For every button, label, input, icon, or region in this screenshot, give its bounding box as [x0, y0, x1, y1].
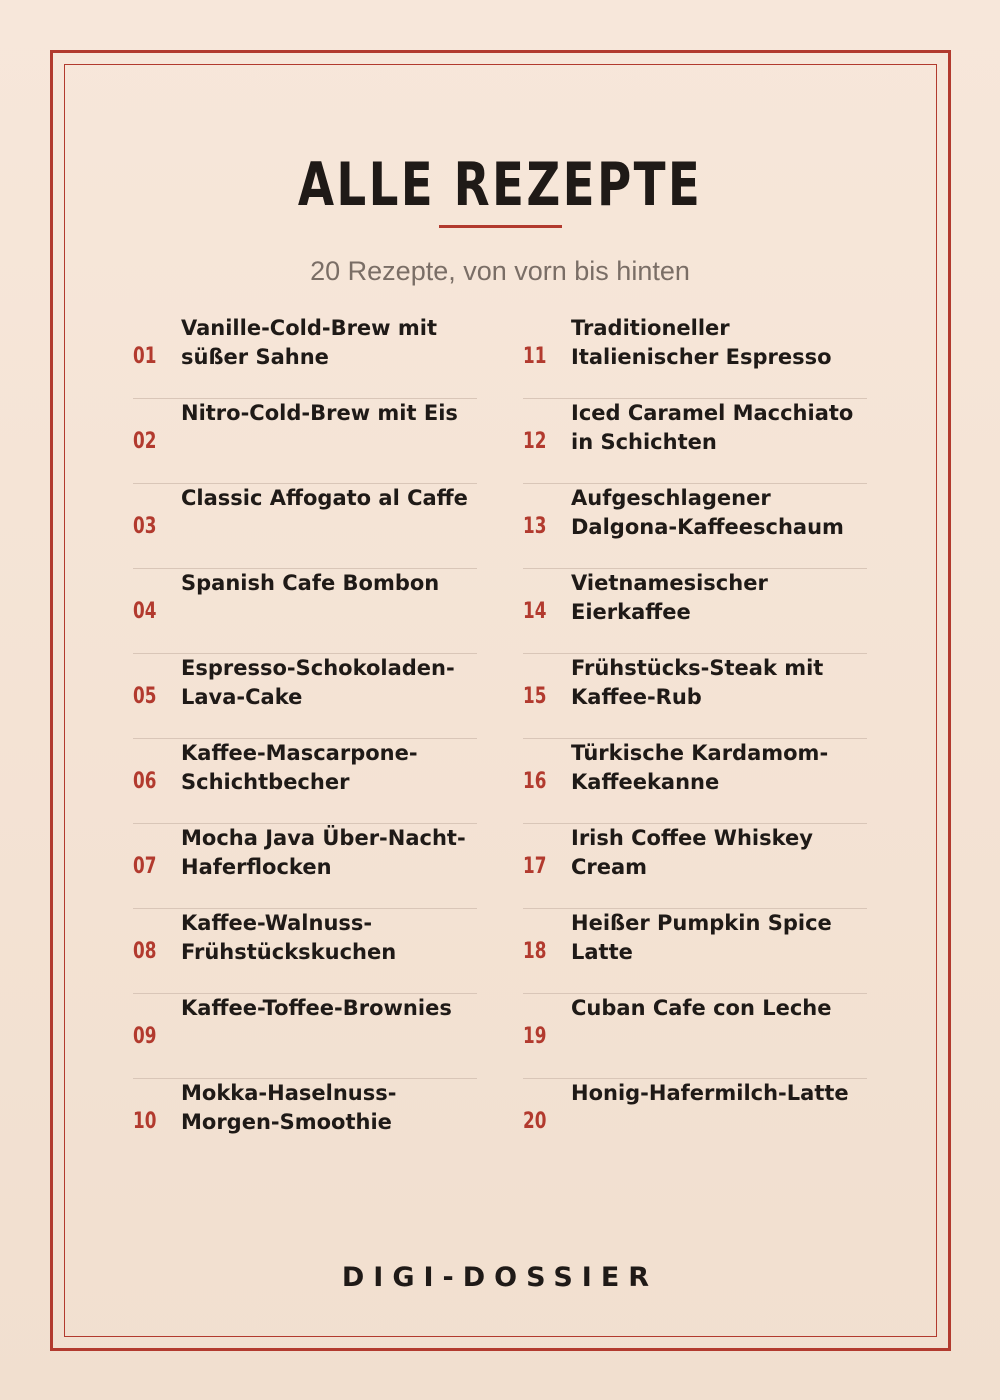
recipe-item[interactable] [133, 994, 477, 1079]
recipe-number: 18 [523, 939, 547, 964]
recipe-list-left [133, 314, 477, 1164]
recipe-number: 13 [523, 514, 547, 539]
recipe-number: 14 [523, 599, 547, 624]
recipe-item[interactable] [133, 484, 477, 569]
recipe-list-right [523, 314, 867, 1164]
recipe-name: Kaffee-Mascarpone-Schichtbecher [181, 741, 418, 794]
recipe-item[interactable] [133, 909, 477, 994]
recipe-name: Aufgeschlagener Dalgona-Kaffeeschaum [571, 486, 844, 539]
recipe-name: Mokka-Haselnuss-Morgen-Smoothie [181, 1081, 397, 1134]
recipe-name: Irish Coffee Whiskey Cream [571, 826, 813, 879]
recipe-number: 12 [523, 429, 547, 454]
recipe-item[interactable] [523, 909, 867, 994]
page-title: ALLE REZEPTE [297, 150, 703, 220]
recipe-item[interactable] [523, 484, 867, 569]
recipe-number: 16 [523, 769, 547, 794]
brand-footer: DIGI-DOSSIER [341, 1262, 659, 1293]
recipe-name: Honig-Hafermilch-Latte [571, 1081, 849, 1105]
recipe-number: 04 [133, 599, 157, 624]
recipe-number: 02 [133, 429, 157, 454]
recipe-name: Spanish Cafe Bombon [181, 571, 440, 595]
recipe-number: 07 [133, 854, 157, 879]
recipe-item[interactable] [133, 314, 477, 399]
recipe-name: Nitro-Cold-Brew mit Eis [181, 401, 458, 425]
recipe-name: Türkische Kardamom-Kaffeekanne [571, 741, 829, 794]
recipe-number: 11 [523, 344, 547, 369]
recipe-item[interactable] [133, 569, 477, 654]
recipe-item[interactable] [133, 824, 477, 909]
recipe-name: Cuban Cafe con Leche [571, 996, 832, 1020]
title-underline [439, 225, 562, 228]
recipe-number: 03 [133, 514, 157, 539]
recipe-item[interactable] [133, 399, 477, 484]
recipe-item[interactable] [523, 824, 867, 909]
recipe-item[interactable] [523, 1079, 867, 1164]
recipe-number: 06 [133, 769, 157, 794]
recipe-number: 09 [133, 1024, 157, 1049]
recipe-number: 20 [523, 1109, 547, 1134]
recipe-item[interactable] [523, 569, 867, 654]
recipe-item[interactable] [523, 314, 867, 399]
recipe-number: 17 [523, 854, 547, 879]
recipe-item[interactable] [523, 654, 867, 739]
recipe-item[interactable] [523, 739, 867, 824]
recipe-name: Classic Affogato al Caffe [181, 486, 468, 510]
recipe-number: 01 [133, 344, 157, 369]
recipe-item[interactable] [133, 654, 477, 739]
recipe-name: Espresso-Schokoladen-Lava-Cake [181, 656, 455, 709]
recipe-name: Iced Caramel Macchiato in Schichten [571, 401, 854, 454]
recipe-name: Vietnamesischer Eierkaffee [571, 571, 768, 624]
recipe-number: 05 [133, 684, 157, 709]
recipe-item[interactable] [523, 399, 867, 484]
recipe-number: 19 [523, 1024, 547, 1049]
recipe-name: Kaffee-Toffee-Brownies [181, 996, 452, 1020]
recipe-item[interactable] [133, 1079, 477, 1164]
recipe-name: Mocha Java Über-Nacht-Haferflocken [181, 826, 466, 879]
recipe-name: Frühstücks-Steak mit Kaffee-Rub [571, 656, 824, 709]
recipe-name: Traditioneller Italienischer Espresso [571, 316, 832, 369]
page-subtitle: 20 Rezepte, von vorn bis hinten [310, 256, 690, 286]
recipe-number: 10 [133, 1109, 157, 1134]
recipe-number: 08 [133, 939, 157, 964]
recipe-name: Heißer Pumpkin Spice Latte [571, 911, 832, 964]
recipe-item[interactable] [133, 739, 477, 824]
recipe-number: 15 [523, 684, 547, 709]
recipe-item[interactable] [523, 994, 867, 1079]
recipe-name: Vanille-Cold-Brew mit süßer Sahne [181, 316, 437, 369]
recipe-name: Kaffee-Walnuss-Frühstückskuchen [181, 911, 397, 964]
